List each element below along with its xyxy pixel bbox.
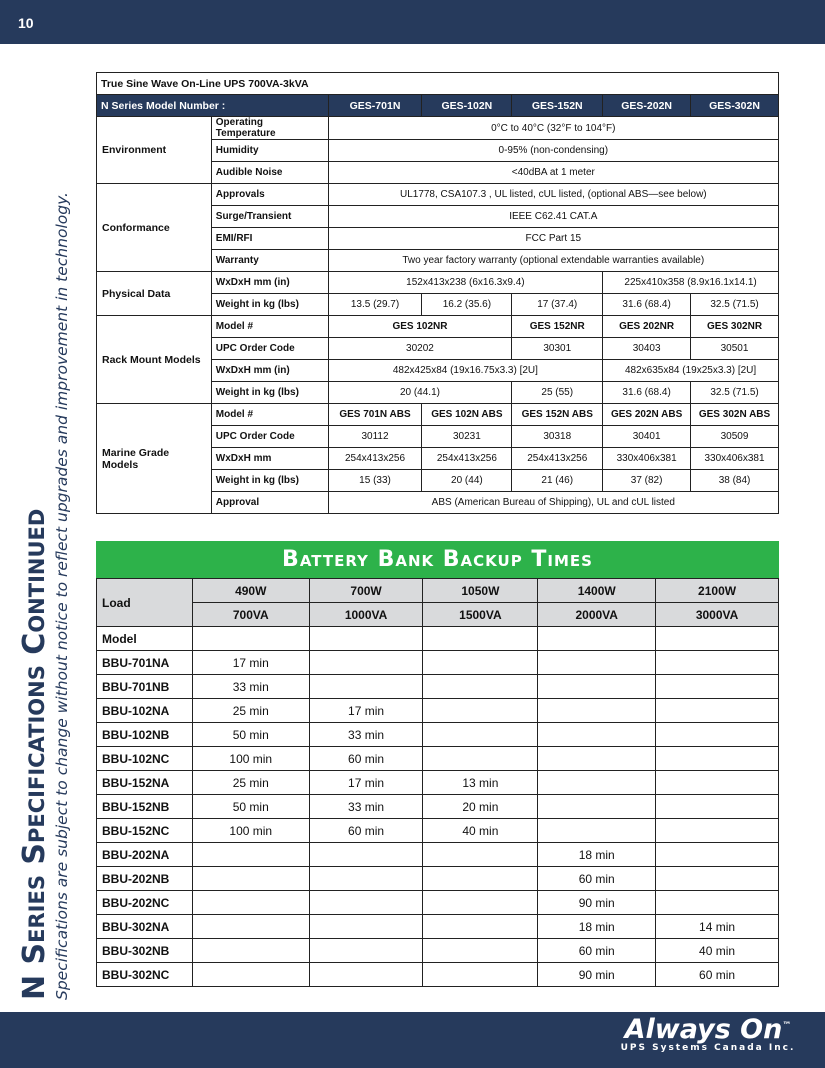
row-label: Humidity [211, 140, 328, 162]
battery-model: BBU-202NB [97, 867, 193, 891]
cell-value: 30318 [512, 426, 603, 448]
battery-banner-text: Battery Bank Backup Times [282, 547, 593, 572]
spec-title: True Sine Wave On-Line UPS 700VA-3kVA [97, 73, 779, 95]
backup-time-cell [656, 867, 779, 891]
row-label: Operating Temperature [211, 117, 328, 140]
backup-time-cell [192, 843, 309, 867]
battery-model: BBU-701NA [97, 651, 193, 675]
backup-time-cell [538, 747, 656, 771]
table-row [97, 316, 779, 338]
header-wave-decoration [0, 30, 825, 50]
table-row [97, 867, 779, 891]
table-row [97, 891, 779, 915]
table-row [97, 939, 779, 963]
battery-model: BBU-302NA [97, 915, 193, 939]
group-conformance: Conformance [97, 184, 212, 272]
cell-value: 32.5 (71.5) [691, 294, 779, 316]
row-label: Weight in kg (lbs) [211, 294, 328, 316]
va-header: 700VA [192, 603, 309, 627]
company-logo [613, 1012, 803, 1053]
cell-value: GES 202NR [603, 316, 691, 338]
backup-time-cell [192, 891, 309, 915]
logo-main-text: Always On [624, 1014, 783, 1045]
backup-time-cell [309, 867, 423, 891]
row-label: UPC Order Code [211, 426, 328, 448]
cell-value: 30509 [691, 426, 779, 448]
backup-time-cell: 18 min [538, 915, 656, 939]
row-label: Model # [211, 404, 328, 426]
row-label: Model # [211, 316, 328, 338]
spec-header-row [97, 95, 779, 117]
cell-value: 13.5 (29.7) [328, 294, 422, 316]
backup-time-cell: 25 min [192, 771, 309, 795]
battery-model: BBU-102NB [97, 723, 193, 747]
backup-time-cell: 90 min [538, 891, 656, 915]
cell-value: FCC Part 15 [328, 228, 778, 250]
backup-time-cell [192, 915, 309, 939]
cell-value: 21 (46) [512, 470, 603, 492]
group-environment: Environment [97, 117, 212, 184]
backup-time-cell: 17 min [309, 699, 423, 723]
logo-tagline: UPS Systems Canada Inc. [620, 1043, 796, 1053]
cell-value: 31.6 (68.4) [603, 382, 691, 404]
page-number: 10 [18, 15, 34, 31]
section-title-rest: Series Specifications Continued [17, 508, 52, 975]
backup-time-cell: 60 min [656, 963, 779, 987]
cell-value: GES 302NR [691, 316, 779, 338]
table-row [97, 963, 779, 987]
backup-time-cell [656, 747, 779, 771]
backup-time-cell: 18 min [538, 843, 656, 867]
model-header: GES-302N [691, 95, 779, 117]
cell-value: GES 202N ABS [603, 404, 691, 426]
backup-time-cell [656, 675, 779, 699]
battery-model: BBU-102NA [97, 699, 193, 723]
cell-value: 37 (82) [603, 470, 691, 492]
cell-value: 38 (84) [691, 470, 779, 492]
cell-value: <40dBA at 1 meter [328, 162, 778, 184]
backup-time-cell [423, 963, 538, 987]
cell-value: GES 152NR [512, 316, 603, 338]
battery-model: BBU-302NC [97, 963, 193, 987]
model-label: Model [97, 627, 193, 651]
cell-value: 254x413x256 [422, 448, 512, 470]
cell-value: 30403 [603, 338, 691, 360]
cell-value: ABS (American Bureau of Shipping), UL and cUL listed [328, 492, 778, 514]
side-heading [17, 192, 90, 1000]
va-header: 1000VA [309, 603, 423, 627]
backup-time-cell: 33 min [309, 723, 423, 747]
model-header: GES-102N [422, 95, 512, 117]
backup-time-cell [423, 891, 538, 915]
cell-value: 330x406x381 [603, 448, 691, 470]
backup-time-cell [423, 723, 538, 747]
backup-time-cell [423, 651, 538, 675]
backup-time-cell [309, 915, 423, 939]
battery-model: BBU-302NB [97, 939, 193, 963]
row-label: Weight in kg (lbs) [211, 470, 328, 492]
backup-time-cell [538, 819, 656, 843]
table-row [97, 675, 779, 699]
cell-value: 30301 [512, 338, 603, 360]
empty-cell [309, 627, 423, 651]
backup-time-cell [656, 819, 779, 843]
model-label-row [97, 627, 779, 651]
cell-value: 17 (37.4) [512, 294, 603, 316]
cell-value: GES 102NR [328, 316, 512, 338]
cell-value: GES 102N ABS [422, 404, 512, 426]
cell-value: 30112 [328, 426, 422, 448]
backup-time-cell [309, 843, 423, 867]
model-header: GES-202N [603, 95, 691, 117]
row-label: EMI/RFI [211, 228, 328, 250]
cell-value: 0°C to 40°C (32°F to 104°F) [328, 117, 778, 140]
backup-time-cell [309, 963, 423, 987]
empty-cell [192, 627, 309, 651]
va-header: 2000VA [538, 603, 656, 627]
backup-time-cell: 33 min [309, 795, 423, 819]
battery-model: BBU-202NC [97, 891, 193, 915]
cell-value: 25 (55) [512, 382, 603, 404]
load-watts-row [97, 579, 779, 603]
backup-time-cell [423, 675, 538, 699]
backup-time-cell [423, 915, 538, 939]
empty-cell [423, 627, 538, 651]
battery-model: BBU-202NA [97, 843, 193, 867]
backup-time-cell [538, 723, 656, 747]
cell-value: 20 (44) [422, 470, 512, 492]
backup-time-cell: 90 min [538, 963, 656, 987]
backup-time-cell: 40 min [423, 819, 538, 843]
backup-time-cell [656, 723, 779, 747]
watt-header: 490W [192, 579, 309, 603]
cell-value: Two year factory warranty (optional extendable warranties available) [328, 250, 778, 272]
cell-value: 15 (33) [328, 470, 422, 492]
table-row [97, 795, 779, 819]
backup-time-cell: 60 min [538, 939, 656, 963]
row-label: WxDxH mm [211, 448, 328, 470]
backup-time-cell: 100 min [192, 747, 309, 771]
cell-value: GES 152N ABS [512, 404, 603, 426]
backup-time-cell [538, 795, 656, 819]
backup-time-cell [538, 675, 656, 699]
row-label: Approval [211, 492, 328, 514]
backup-time-cell: 60 min [538, 867, 656, 891]
table-row [97, 404, 779, 426]
backup-time-cell: 25 min [192, 699, 309, 723]
va-header: 3000VA [656, 603, 779, 627]
backup-time-cell [656, 771, 779, 795]
backup-time-cell: 50 min [192, 723, 309, 747]
empty-cell [538, 627, 656, 651]
spec-title-row [97, 73, 779, 95]
cell-value: 30202 [328, 338, 512, 360]
battery-model: BBU-152NA [97, 771, 193, 795]
row-label: Weight in kg (lbs) [211, 382, 328, 404]
group-rack-mount: Rack Mount Models [97, 316, 212, 404]
spec-table [96, 72, 779, 514]
backup-time-cell: 13 min [423, 771, 538, 795]
battery-model: BBU-152NC [97, 819, 193, 843]
backup-time-cell [656, 891, 779, 915]
watt-header: 1050W [423, 579, 538, 603]
backup-time-cell [423, 843, 538, 867]
row-label: Warranty [211, 250, 328, 272]
battery-model: BBU-701NB [97, 675, 193, 699]
cell-value: GES 701N ABS [328, 404, 422, 426]
backup-time-cell [538, 651, 656, 675]
backup-time-cell [423, 939, 538, 963]
cell-value: UL1778, CSA107.3 , UL listed, cUL listed, (optional ABS—see below) [328, 184, 778, 206]
backup-time-cell [423, 699, 538, 723]
backup-time-cell [192, 867, 309, 891]
battery-rows [97, 651, 779, 987]
load-label: Load [97, 579, 193, 627]
model-number-label: N Series Model Number : [97, 95, 329, 117]
battery-table [96, 578, 779, 987]
table-row [97, 117, 779, 140]
row-label: UPC Order Code [211, 338, 328, 360]
backup-time-cell [423, 747, 538, 771]
backup-time-cell: 33 min [192, 675, 309, 699]
group-marine: Marine Grade Models [97, 404, 212, 514]
cell-value: 30231 [422, 426, 512, 448]
backup-time-cell [309, 651, 423, 675]
table-row [97, 184, 779, 206]
backup-time-cell [192, 939, 309, 963]
cell-value: 254x413x256 [328, 448, 422, 470]
backup-time-cell [309, 939, 423, 963]
cell-value: 330x406x381 [691, 448, 779, 470]
cell-value: 482x635x84 (19x25x3.3) [2U] [603, 360, 779, 382]
cell-value: 31.6 (68.4) [603, 294, 691, 316]
logo-wordmark [613, 1014, 803, 1045]
table-row [97, 915, 779, 939]
table-row [97, 819, 779, 843]
cell-value: GES 302N ABS [691, 404, 779, 426]
backup-time-cell [309, 891, 423, 915]
row-label: WxDxH mm (in) [211, 272, 328, 294]
cell-value: 152x413x238 (6x16.3x9.4) [328, 272, 603, 294]
battery-banner [96, 541, 779, 578]
cell-value: 254x413x256 [512, 448, 603, 470]
backup-time-cell [656, 699, 779, 723]
table-row [97, 651, 779, 675]
row-label: Approvals [211, 184, 328, 206]
backup-time-cell [656, 795, 779, 819]
backup-time-cell [656, 651, 779, 675]
cell-value: 30501 [691, 338, 779, 360]
row-label: WxDxH mm (in) [211, 360, 328, 382]
row-label: Surge/Transient [211, 206, 328, 228]
backup-time-cell [192, 963, 309, 987]
backup-time-cell: 40 min [656, 939, 779, 963]
backup-time-cell: 100 min [192, 819, 309, 843]
group-physical: Physical Data [97, 272, 212, 316]
backup-time-cell [423, 867, 538, 891]
empty-cell [656, 627, 779, 651]
section-subtitle: Specifications are subject to change without notice to reflect upgrades and improvement in technology. [53, 192, 71, 1000]
table-row [97, 699, 779, 723]
section-title-n: N [17, 974, 52, 1000]
cell-value: 16.2 (35.6) [422, 294, 512, 316]
backup-time-cell: 20 min [423, 795, 538, 819]
cell-value: 32.5 (71.5) [691, 382, 779, 404]
cell-value: 20 (44.1) [328, 382, 512, 404]
watt-header: 2100W [656, 579, 779, 603]
backup-time-cell [538, 699, 656, 723]
logo-tm: ™ [782, 1021, 792, 1031]
va-header: 1500VA [423, 603, 538, 627]
backup-time-cell: 50 min [192, 795, 309, 819]
model-header: GES-152N [512, 95, 603, 117]
cell-value: 0-95% (non-condensing) [328, 140, 778, 162]
backup-time-cell [538, 771, 656, 795]
cell-value: 482x425x84 (19x16.75x3.3) [2U] [328, 360, 603, 382]
model-header: GES-701N [328, 95, 422, 117]
table-row [97, 843, 779, 867]
backup-time-cell: 17 min [192, 651, 309, 675]
cell-value: 225x410x358 (8.9x16.1x14.1) [603, 272, 779, 294]
backup-time-cell: 60 min [309, 819, 423, 843]
backup-time-cell [309, 675, 423, 699]
cell-value: IEEE C62.41 CAT.A [328, 206, 778, 228]
table-row [97, 771, 779, 795]
row-label: Audible Noise [211, 162, 328, 184]
battery-model: BBU-102NC [97, 747, 193, 771]
backup-time-cell: 17 min [309, 771, 423, 795]
section-title [18, 300, 52, 1000]
table-row [97, 272, 779, 294]
watt-header: 1400W [538, 579, 656, 603]
backup-time-cell: 60 min [309, 747, 423, 771]
battery-model: BBU-152NB [97, 795, 193, 819]
cell-value: 30401 [603, 426, 691, 448]
table-row [97, 747, 779, 771]
load-va-row [97, 603, 779, 627]
backup-time-cell [656, 843, 779, 867]
backup-time-cell: 14 min [656, 915, 779, 939]
watt-header: 700W [309, 579, 423, 603]
table-row [97, 723, 779, 747]
